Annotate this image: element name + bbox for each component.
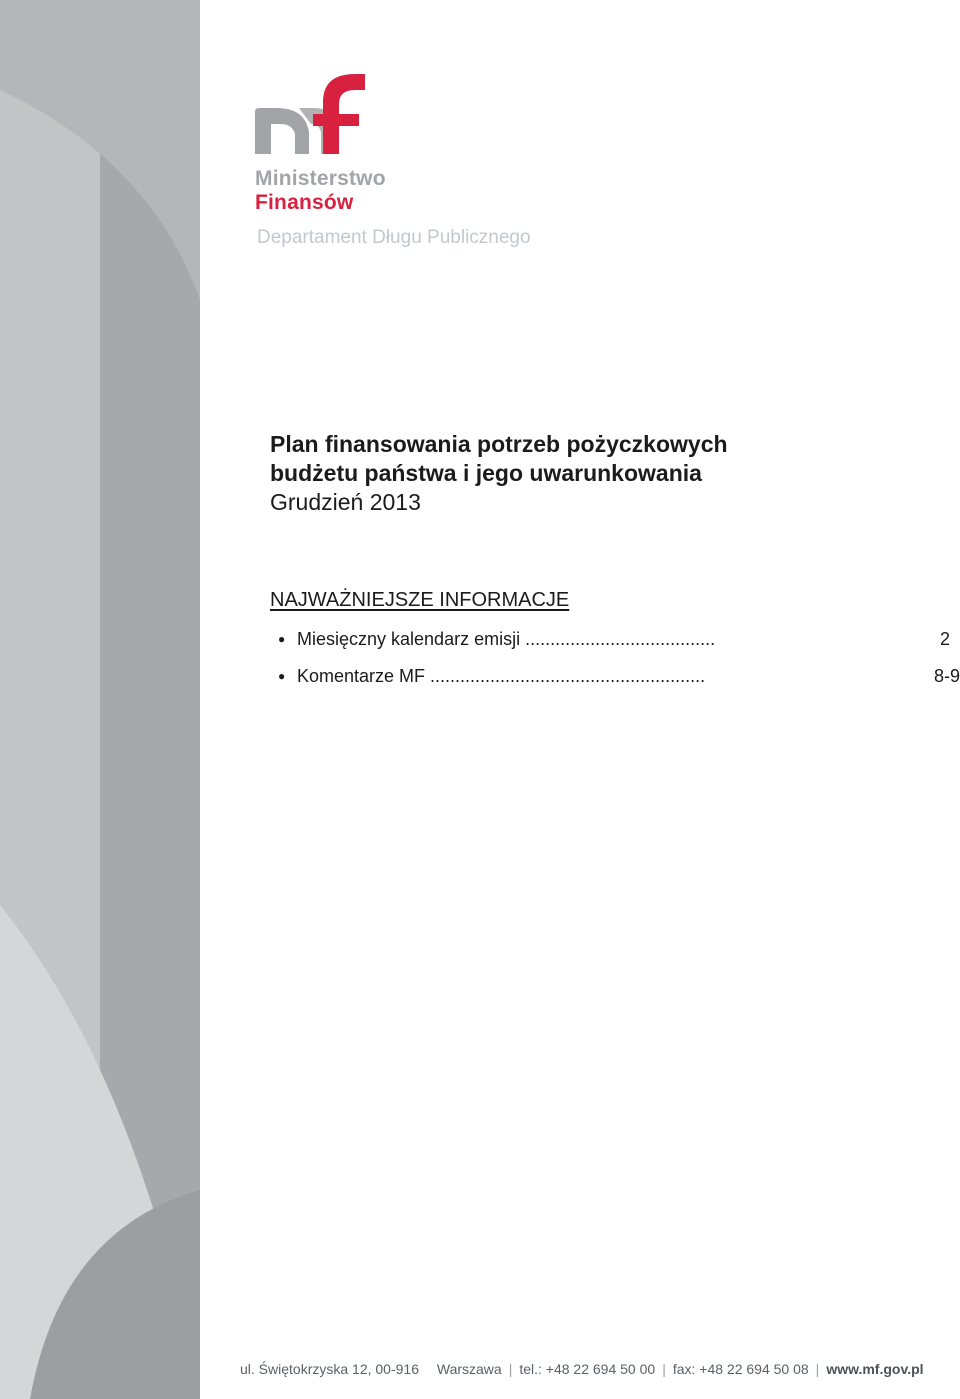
footer-separator: | <box>508 1361 513 1377</box>
decorative-side-band <box>0 0 200 1399</box>
footer-separator: | <box>662 1361 666 1377</box>
footer-phone: tel.: +48 22 694 50 00 <box>519 1361 656 1377</box>
document-period: Grudzień 2013 <box>270 489 421 515</box>
ministry-logo <box>255 72 415 212</box>
toc-heading: NAJWAŻNIEJSZE INFORMACJE <box>270 589 570 611</box>
department-name: Departament Długu Publicznego <box>257 227 531 248</box>
mf-logo-mark <box>255 72 367 158</box>
footer-city: Warszawa <box>436 1361 502 1377</box>
logo-text-finance: Finansów <box>255 191 354 214</box>
toc-item[interactable] <box>278 627 960 651</box>
footer-separator: | <box>815 1361 820 1377</box>
toc-item-label: Komentarze MF ....................................................... <box>297 666 706 686</box>
footer-contact <box>240 1360 924 1378</box>
footer-address: ul. Świętokrzyska 12, 00-916 <box>240 1361 419 1377</box>
footer-fax: fax: +48 22 694 50 08 <box>672 1361 809 1377</box>
title-line-2: budżetu państwa i jego uwarunkowania <box>270 460 702 486</box>
bullet-icon: ● <box>278 632 286 646</box>
toc-item-label: Miesięczny kalendarz emisji ...................................... <box>297 629 716 649</box>
toc-item-page: 2 <box>939 629 950 649</box>
logo-text-ministry: Ministerstwo <box>255 167 386 190</box>
document-title <box>270 430 728 488</box>
title-line-1: Plan finansowania potrzeb pożyczkowych <box>270 431 728 457</box>
toc-item-page: 8-9 <box>933 666 960 686</box>
toc-item[interactable] <box>278 664 960 688</box>
bullet-icon: ● <box>278 669 286 683</box>
footer-spacer <box>419 1361 437 1377</box>
footer-website-link[interactable]: www.mf.gov.pl <box>826 1361 924 1377</box>
